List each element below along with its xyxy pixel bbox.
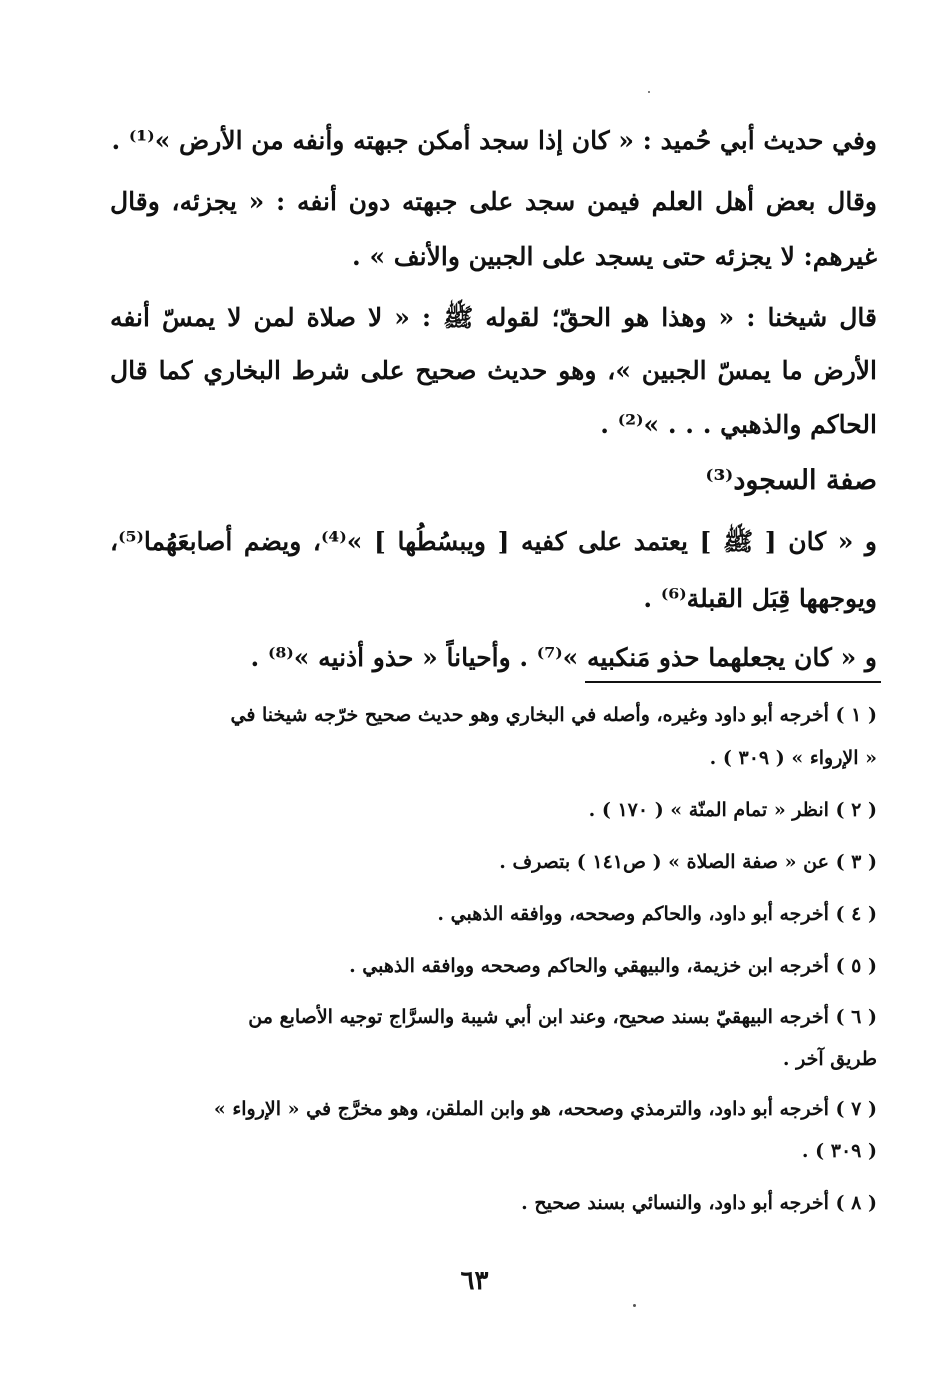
footnote-7-line-2: ( ٣٠٩ ) . <box>801 1140 877 1162</box>
body-line-4: قال شيخنا : « وهذا هو الحقّ؛ لقوله ﷺ : « لا صلاة لمن لا يمسّ أنفه <box>110 303 877 332</box>
body-line-3: غيرهم: لا يجزئه حتى يسجد على الجبين والأنف » . <box>352 242 877 271</box>
body-line-9: و « كان يجعلهما حذو مَنكبيه »⁽⁷⁾ . وأحياناً « حذو أذنيه »⁽⁸⁾ . <box>250 643 877 672</box>
body-line-8: ويوجهها قِبَل القبلة⁽⁶⁾ . <box>643 584 877 613</box>
footnote-2: ( ٢ ) انظر « تمام المنّة » ( ١٧٠ ) . <box>588 799 877 821</box>
page-number: ٦٣ <box>460 1266 489 1296</box>
footnote-1-line-2: « الإرواء » ( ٣٠٩ ) . <box>709 747 877 769</box>
footnote-7-line-1: ( ٧ ) أخرجه أبو داود، والترمذي وصححه، هو وابن الملقن، وهو مخرَّج في « الإرواء » <box>213 1098 877 1120</box>
scan-speck <box>648 91 650 93</box>
footnote-6-line-2: طريق آخر . <box>782 1048 877 1070</box>
section-heading: صفة السجود⁽³⁾ <box>705 465 877 496</box>
body-line-6: الحاكم والذهبي . . . »⁽²⁾ . <box>600 410 877 439</box>
scan-speck <box>633 1304 636 1307</box>
footnote-5: ( ٥ ) أخرجه ابن خزيمة، والبيهقي والحاكم وصححه ووافقه الذهبي . <box>349 955 877 977</box>
body-line-5: الأرض ما يمسّ الجبين »، وهو حديث صحيح على شرط البخاري كما قال <box>110 356 877 385</box>
body-line-2: وقال بعض أهل العلم فيمن سجد على جبهته دون أنفه : « يجزئه، وقال <box>110 187 877 216</box>
body-line-1: وفي حديث أبي حُميد : « كان إذا سجد أمكن جبهته وأنفه من الأرض »⁽¹⁾ . <box>111 126 877 155</box>
footnote-4: ( ٤ ) أخرجه أبو داود، والحاكم وصححه، ووافقه الذهبي . <box>437 903 877 925</box>
footnote-3: ( ٣ ) عن « صفة الصلاة » ( ص١٤١ ) بتصرف . <box>499 851 877 873</box>
body-line-7: و « كان [ ﷺ ] يعتمد على كفيه [ ويبسُطُها ] »⁽⁴⁾، ويضم أصابعَهُما⁽⁵⁾، <box>110 527 878 556</box>
footnote-6-line-1: ( ٦ ) أخرجه البيهقيّ بسند صحيح، وعند ابن أبي شيبة والسرَّاج توجيه الأصابع من <box>248 1006 877 1028</box>
footnote-1-line-1: ( ١ ) أخرجه أبو داود وغيره، وأصله في البخاري وهو حديث صحيح خرّجه شيخنا في <box>230 704 877 726</box>
footnote-8: ( ٨ ) أخرجه أبو داود، والنسائي بسند صحيح . <box>521 1192 877 1214</box>
footnote-divider <box>585 681 881 683</box>
